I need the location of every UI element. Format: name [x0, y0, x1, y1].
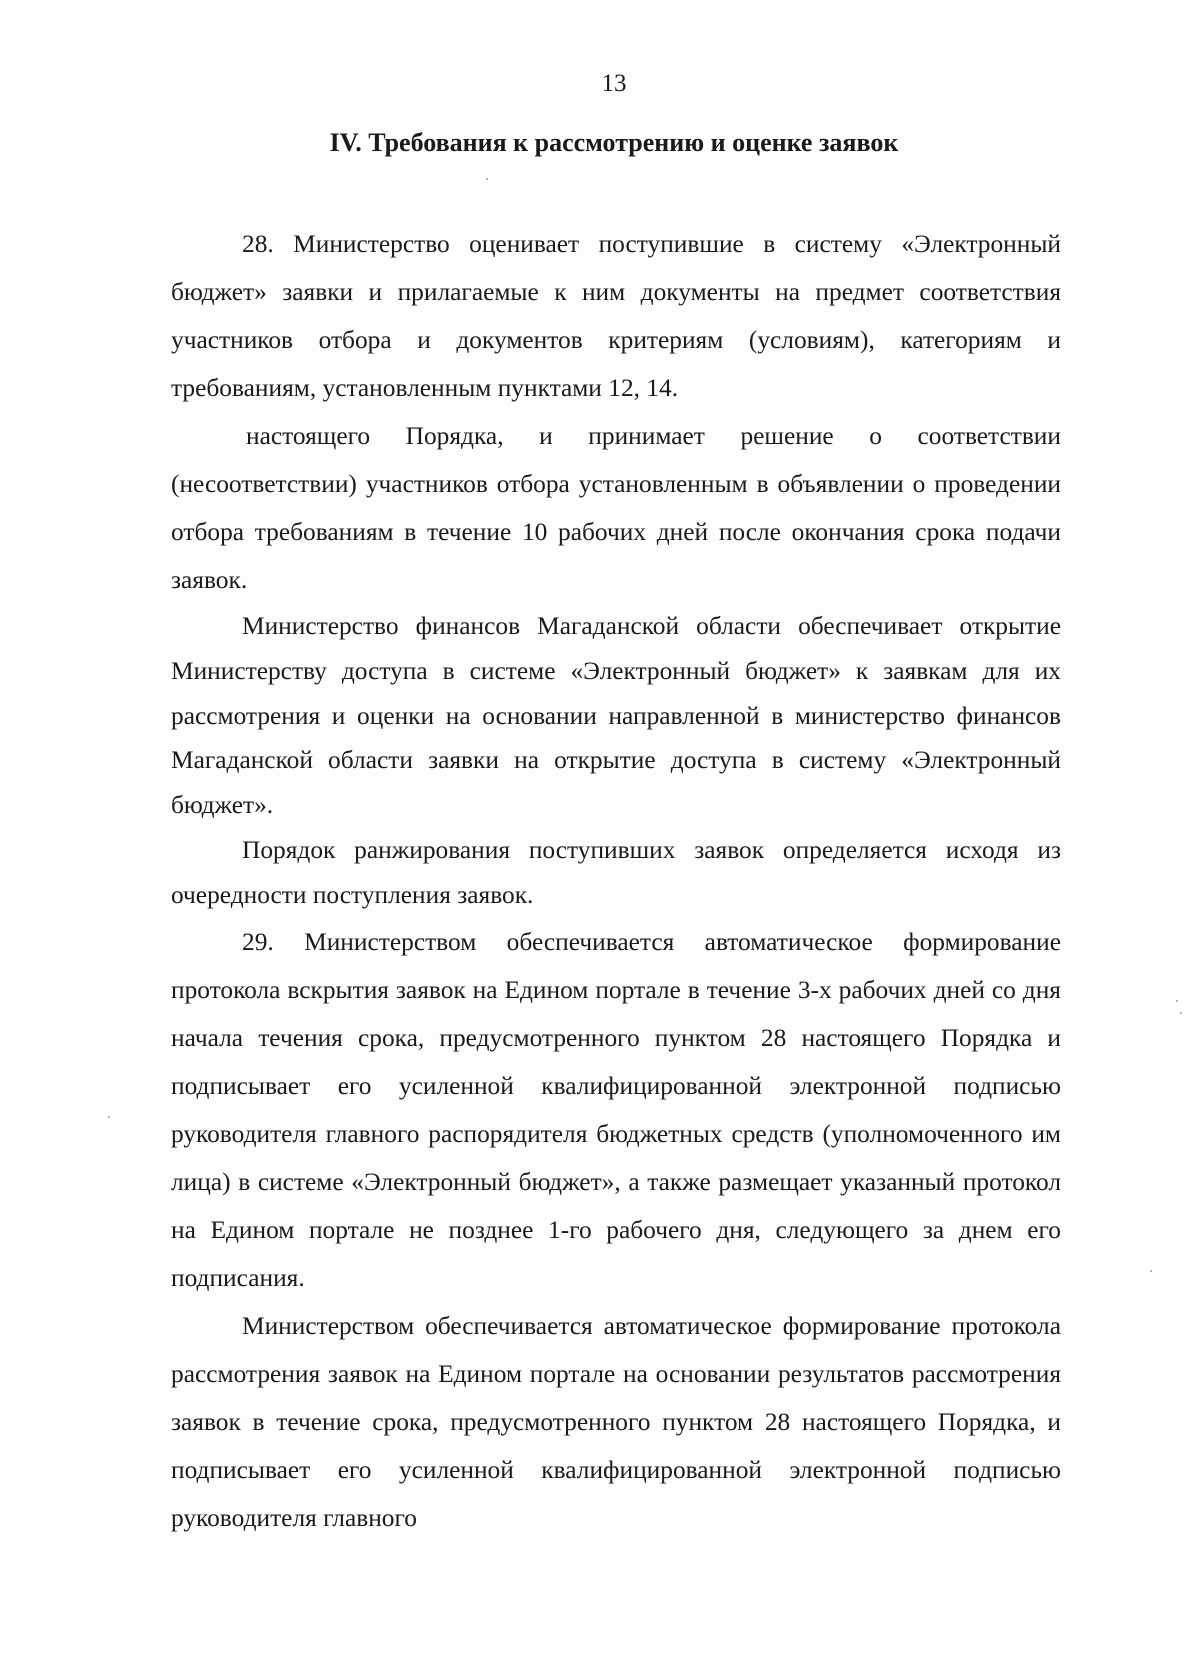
paragraph-29: 29. Министерством обеспечивается автоматическое формирование протокола вскрытия заявок на Едином портале в течение 3-х рабочих дней со дня начала течения срока, предусмотренного пунктом 28 настоящего Порядка и подписывает его усиленной квалифицированной электронной подписью руководителя главного распорядителя бюджетных средств (уполномоченного им лица) в системе «Электронный бюджет», а также размещает указанный протокол на Едином портале не позднее 1-го рабочего дня, следующего за днем его подписания.	[171, 927, 1061, 1292]
scan-speck	[486, 178, 488, 180]
section-heading: IV. Требования к рассмотрению и оценке заявок	[329, 128, 899, 157]
paragraph-28: 28. Министерство оценивает поступившие в систему «Электронный бюджет» заявки и прилагаемые к ним документы на предмет соответствия участников отбора и документов критериям (условиям), категориям и требованиям, установленным пунктами 12, 14.	[171, 230, 1061, 402]
paragraph-28-continued: настоящего Порядка, и принимает решение о соответствии (несоответствии) участников отбора установленным в объявлении о проведении отбора требованиям в течение 10 рабочих дней после окончания срока подачи заявок.	[171, 422, 1061, 594]
document-body	[171, 220, 1061, 1542]
paragraph-ministry-finance: Министерство финансов Магаданской области обеспечивает открытие Министерству доступа в системе «Электронный бюджет» к заявкам для их рассмотрения и оценки на основании направленной в министерство финансов Магаданской области заявки на открытие доступа в систему «Электронный бюджет».	[171, 612, 1061, 820]
paragraph-review-protocol: Министерством обеспечивается автоматическое формирование протокола рассмотрения заявок на Едином портале на основании результатов рассмотрения заявок в течение срока, предусмотренного пунктом 28 настоящего Порядка, и подписывает его усиленной квалифицированной электронной подписью руководителя главного	[171, 1311, 1061, 1532]
paragraph-ranking: Порядок ранжирования поступивших заявок определяется исходя из очередности поступления заявок.	[171, 835, 1061, 909]
scan-speck	[108, 1116, 110, 1118]
scan-speck	[1150, 1270, 1152, 1272]
scan-speck	[1180, 1012, 1182, 1014]
scan-speck	[1176, 1000, 1178, 1002]
page-number: 13	[601, 70, 627, 97]
